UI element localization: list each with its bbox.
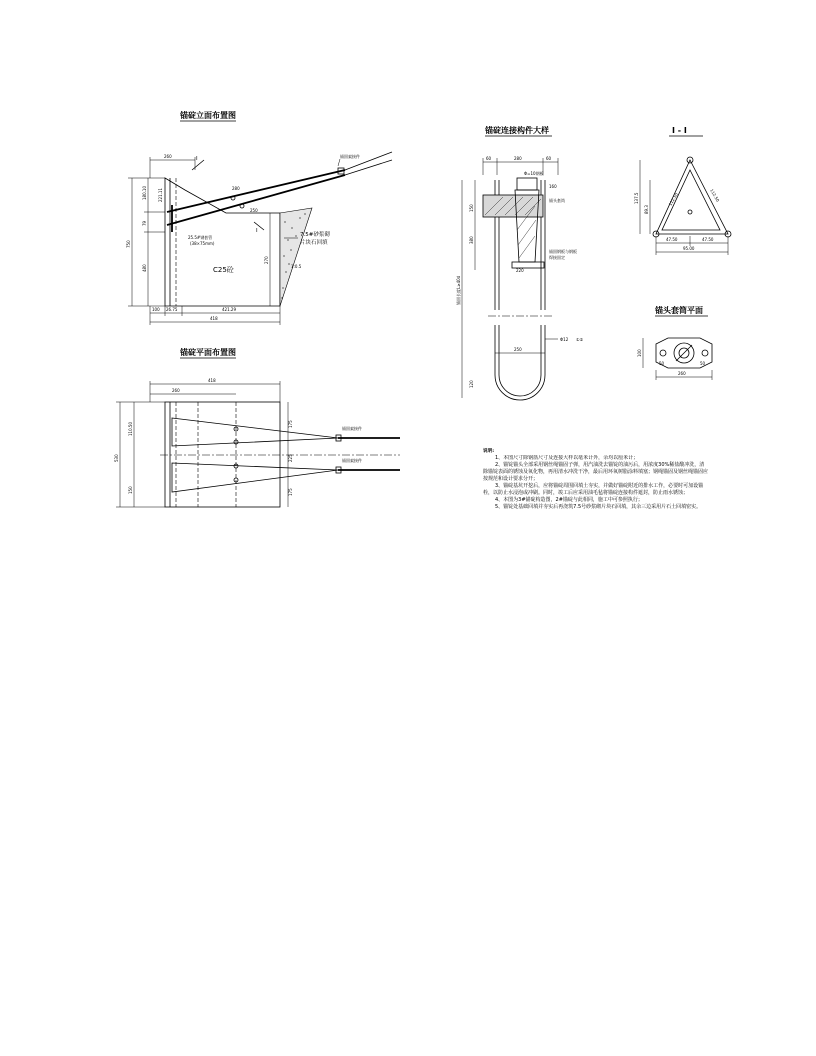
section-dim-bottom-1: 47.50: [666, 237, 678, 242]
notes-heading: 说明:: [483, 449, 495, 454]
plan-dim-left-2-text: 150: [128, 486, 133, 494]
plan-dim-left-1-text: 110.50: [128, 422, 133, 436]
conn-label-plate: Φ=10钢板: [524, 171, 544, 176]
elevation-cable-label: 锚固索接件: [340, 154, 360, 159]
conn-dim-top-1: 60: [486, 156, 492, 161]
plan-title: 锚碇平面布置图: [180, 348, 236, 357]
dim-right-2-text: 270: [264, 256, 269, 264]
dim-bottom-1-text: 100: [152, 307, 160, 312]
plan-dim-left-total-text: 530: [114, 454, 119, 462]
note-item: 3、锚碇基坑开挖后，应将锚碇周围回填土夯实，并做好锚碇附近的排水工作，必要时可加设锚栓，以防止水浸泡或冲刷。同时，竣工后应采用油毛毡将锚碇连接构件遮封，防止雨水锈蚀；: [483, 483, 704, 496]
note-item: 4、本图为3#锚碇构造图，2#锚碇与此相同，施工中可参照执行；: [495, 497, 643, 503]
dim-inner-2: 280: [232, 186, 240, 191]
conn-label-rebar: Φ12: [560, 337, 569, 342]
elevation-section-mark-a: Ⅰ: [196, 156, 198, 162]
anchor-head-hole-right: [702, 350, 708, 356]
elevation-section-mark-b: Ⅰ: [256, 228, 258, 234]
conn-dim-top-3: 60: [546, 156, 552, 161]
section-view: [634, 126, 731, 255]
conn-dim-inner-1: 220: [516, 268, 524, 273]
plan-block-outline: [165, 402, 280, 507]
anchor-dim-width: 260: [678, 371, 686, 376]
plan-dim-top-total-text: 418: [208, 378, 216, 383]
cable-label-leader: [338, 159, 340, 166]
anchor-head-hole-left: [660, 350, 666, 356]
slope-label: 1:0.5: [291, 264, 302, 269]
conn-dim-inner-label: 160: [549, 184, 557, 189]
conn-dim-bottom-text: 250: [514, 347, 522, 352]
dim-left-total-text: 750: [126, 240, 131, 248]
dim-left-3-text: 480: [142, 264, 147, 272]
section-dim-height-2: 89.3: [644, 205, 649, 214]
plan-dim-right-2-text: 225: [288, 454, 293, 462]
cable-upper: [167, 170, 345, 212]
concrete-label: C25砼: [213, 266, 234, 274]
plan-dim-top-1-text: 260: [172, 388, 180, 393]
note-item: 2、锚锭锚头全部采用钢丝绳锚固子弹，用汽油洗去锚锭的油污后，用浓度30%稀盐酸冲洗，清除锚锭表面的锈蚀及氧化物，再用清水冲洗干净，最后用环氧树脂涂料填塞；钢绳锚固及钢丝绳锚固应按规范和设计要求分开；: [483, 462, 708, 482]
dim-bottom-total-text: 418: [210, 316, 218, 321]
conn-dim-side-2-text: 380: [469, 236, 474, 244]
anchor-dim-height: 100: [637, 349, 642, 357]
section-title: Ⅰ - Ⅰ: [672, 126, 687, 135]
pipe-label-2: (38×75mm): [190, 241, 215, 246]
anchor-head-view: [637, 305, 712, 380]
dim-left-1-text: 180.10: [142, 186, 147, 200]
connector-title: 锚碇连接构件大样: [485, 126, 549, 135]
conn-dim-side-1-text: 150: [469, 204, 474, 212]
conn-label-weld-2: 焊接固定: [549, 255, 565, 260]
section-dim-side-1: 112.50: [667, 191, 679, 207]
dim-bottom-3-text: 421.29: [222, 307, 236, 312]
dim-right-1-text: 221.11: [158, 188, 163, 202]
rubble-fill: [280, 208, 312, 306]
plan-view: [114, 347, 400, 507]
pipe-label-1: 25.5#钢套管: [188, 235, 213, 240]
plan-cable-label-bottom: 锚固索接件: [342, 458, 362, 463]
connector-detail: [455, 125, 584, 400]
section-dim-height-1: 137.5: [634, 192, 639, 204]
section-dim-side-2: 112.50: [709, 188, 721, 203]
mortar-label-2: 片块石回填: [300, 240, 328, 246]
plan-cable-fan-top: [172, 418, 338, 446]
plan-dim-right-1-text: 175: [288, 420, 293, 428]
section-node-center: [688, 210, 692, 214]
conn-dim-top-2: 280: [514, 156, 522, 161]
anchor-head-title: 锚头套筒平面: [655, 306, 703, 315]
elevation-title: 锚碇立面布置图: [180, 111, 236, 120]
dim-top-text: 260: [164, 154, 172, 159]
anchor-dim-hole-2: 50: [700, 361, 706, 366]
cable-lower: [167, 175, 345, 225]
conn-label-pipe: 锚头套筒: [549, 198, 565, 203]
notes-block: [483, 447, 708, 593]
anchor-head-slash: [676, 345, 692, 361]
anchor-dim-hole: 50: [659, 361, 665, 366]
dim-left-2-text: 79: [142, 220, 147, 226]
elevation-view: [126, 110, 392, 325]
notes-body: [483, 455, 708, 593]
section-dim-bottom-total: 95.00: [683, 246, 695, 251]
section-dim-bottom-2: 47.50: [702, 237, 714, 242]
wedge-top: [517, 178, 537, 190]
dim-bottom-2-text: 26.75: [166, 307, 178, 312]
u-hook-inner: [499, 375, 541, 396]
mortar-label-1: 7.5#砂浆砌: [300, 232, 330, 238]
conn-dim-base-text: 120: [469, 380, 474, 388]
conn-dim-side-total-text: 锚固长度L≥40d: [456, 275, 461, 305]
conn-label-code: ①②: [576, 337, 584, 342]
note-item: 5、锚锭处基础回填并夯实后再浇筑7.5号砂浆砌片块石回填，其余三边采用片石土回填密实。: [495, 504, 702, 510]
plan-cable-fan-bottom: [172, 463, 338, 492]
dim-anchor-len: 250: [250, 208, 258, 213]
note-item: 1、本图尺寸除钢筋尺寸及连接大样以毫米计外，余均以厘米计；: [495, 455, 639, 461]
plan-cable-label-top: 锚固索接件: [342, 426, 362, 431]
plan-dim-right-3-text: 175: [288, 488, 293, 496]
conn-label-weld-1: 锚固钢板与钢板: [549, 249, 577, 254]
section-mark-a-line: [192, 160, 204, 170]
